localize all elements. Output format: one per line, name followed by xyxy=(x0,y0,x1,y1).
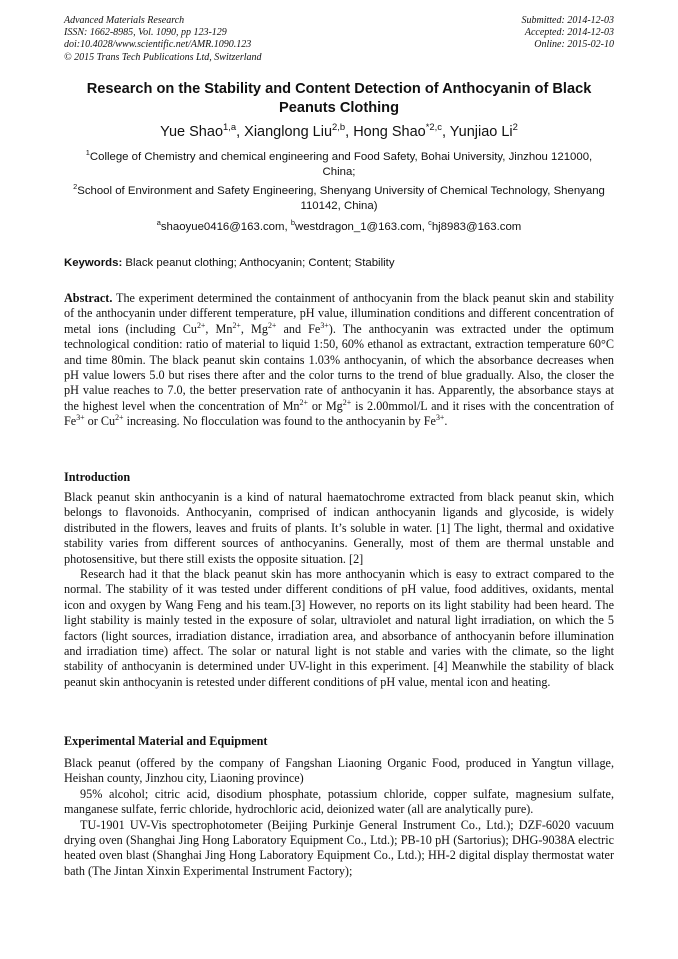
paper-title: Research on the Stability and Content Detection of Anthocyanin of Black Peanuts Clothing xyxy=(86,81,592,116)
email-address[interactable]: hj8983@163.com xyxy=(431,221,522,233)
email-mark: a xyxy=(156,218,161,228)
online-date: Online: 2015-02-10 xyxy=(534,39,614,51)
introduction-body xyxy=(64,490,614,690)
issn-line: ISSN: 1662-8985, Vol. 1090, pp 123-129 xyxy=(64,27,227,39)
author-name: Xianglong Liu xyxy=(244,124,333,140)
paragraph: TU-1901 UV-Vis spectrophotometer (Beijing Purkinje General Instrument Co., Ltd.); DZF-6020 vacuum drying oven (Shanghai Jing Hong Laboratory Equipment Co., Ltd.); PB-10 pH (Sartorius); DHG-9038A electric heated oven blast (Shanghai Jing Hong Laboratory Equipment Co., Ltd.); HH-2 digital display thermostat water bath (The Jintan Xinxin Experimental Instrument Factory); xyxy=(64,817,614,878)
abstract-text: , Mn xyxy=(205,321,233,336)
author-name: Yue Shao xyxy=(160,124,224,140)
paragraph: Research had it that the black peanut skin has more anthocyanin which is easy to extract compared to the normal. The stability of it was tested under different conditions of pH value, food additives, oxidants, mental icon and oxygen by Wang Feng and his team.[3] However, no reports on its light stability had been heard. The light stability is mainly tested in the exposure of solar, ultraviolet and natural light irradiation, on which the 5 factors (light sources, irradiation distance, irradiation area, and absorbance of anthocyanin before illumination and irradiation time) affect. The solar or natural light is not stable and varies with the climate, so the light stability of anthocyanin is determined under UV-light in this experiment. [4] Meanwhile the stability of black peanut skin anthocyanin is retested under different conditions of pH value, mental icon and heating. xyxy=(64,567,614,689)
abstract-text: ). The anthocyanin was extracted under the optimum technological condition: ratio of material to liquid 1:50, 60% ethanol as extractant, extraction temperature 60°C and time 80min. The black peanut skin contains 1.03% anthocyanin, of which the absorbance decreases when pH value lowers 5.0 but rises there after and the color turns to the trend of blue gradually. Also, the closer the pH value reaches to 7.0, the better preservation rate of anthocyanin it has. Apparently, the absorbance stays at the highest level when the concentration of Mn xyxy=(64,321,614,413)
ion-charge: 2+ xyxy=(232,320,241,330)
abstract-text: . xyxy=(444,414,448,429)
author-name: Hong Shao xyxy=(353,124,426,140)
author-affil-mark: 2 xyxy=(512,121,518,133)
author-list xyxy=(64,123,614,141)
author-name: Yunjiao Li xyxy=(449,124,513,140)
section-heading-experimental: Experimental Material and Equipment xyxy=(64,734,268,748)
affiliation-text: School of Environment and Safety Engineering, Shenyang University of Chemical Technology, Shenyang 110142, China) xyxy=(77,185,605,212)
email-address[interactable]: westdragon_1@163.com, xyxy=(294,221,429,233)
abstract-text: or Cu xyxy=(84,414,116,429)
ion-charge: 3+ xyxy=(435,413,445,423)
paragraph: 95% alcohol; citric acid, disodium phosphate, potassium chloride, copper sulfate, magnesium sulfate, manganese sulfate, ferric chloride, hydrochloric acid, deionized water (all are analytically pure). xyxy=(64,786,614,817)
copyright-line: © 2015 Trans Tech Publications Ltd, Switzerland xyxy=(64,51,262,63)
abstract-text: , Mg xyxy=(240,321,268,336)
ion-charge: 2+ xyxy=(299,397,308,407)
submitted-date: Submitted: 2014-12-03 xyxy=(521,15,614,26)
author-affil-mark: 2,b xyxy=(332,121,346,133)
abstract-text: The experiment determined the containment of anthocyanin from the black peanut skin and stability of the anthocyanin under different temperature, pH value, illumination conditions and different concentration of metal ions (including Cu xyxy=(64,291,614,336)
affiliation-mark: 1 xyxy=(85,148,90,158)
email-address[interactable]: shaoyue0416@163.com, xyxy=(160,221,291,233)
email-mark: b xyxy=(290,218,295,228)
affiliation-text: College of Chemistry and chemical engineering and Food Safety, Bohai University, Jinzhou 121000, China; xyxy=(89,151,593,178)
keywords xyxy=(64,256,614,271)
abstract-text: increasing. No flocculation was found to the anthocyanin by Fe xyxy=(123,414,436,429)
ion-charge: 3+ xyxy=(76,413,85,423)
section-heading-introduction: Introduction xyxy=(64,470,131,484)
abstract-label: Abstract. xyxy=(64,291,113,305)
abstract-text: or Mg xyxy=(307,398,343,413)
affiliation-2 xyxy=(70,184,608,214)
dates-header xyxy=(522,15,615,52)
keywords-label: Keywords: xyxy=(64,257,123,269)
email-list xyxy=(64,220,614,235)
author-separator: , xyxy=(236,124,245,140)
author-affil-mark: 1,a xyxy=(223,121,237,133)
doi-line[interactable]: doi:10.4028/www.scientific.net/AMR.1090.123 xyxy=(64,39,252,51)
author-separator: , xyxy=(441,124,450,140)
experimental-body xyxy=(64,756,614,879)
paragraph: Black peanut (offered by the company of Fangshan Liaoning Organic Food, produced in Yangtun village, Heishan county, Jinzhou city, Liaoning province) xyxy=(64,756,614,786)
email-mark: c xyxy=(428,218,432,228)
affiliation-mark: 2 xyxy=(73,182,78,192)
abstract xyxy=(64,291,614,430)
journal-header xyxy=(64,15,262,64)
keywords-text: Black peanut clothing; Anthocyanin; Content; Stability xyxy=(122,257,395,269)
ion-charge: 2+ xyxy=(267,320,277,330)
affiliation-1 xyxy=(70,150,608,180)
abstract-text: is 2.00mmol/L and it rises with the concentration of Fe xyxy=(64,398,614,429)
ion-charge: 2+ xyxy=(196,320,206,330)
ion-charge: 3+ xyxy=(320,320,329,330)
accepted-date: Accepted: 2014-12-03 xyxy=(524,27,614,39)
abstract-text: and Fe xyxy=(276,321,321,336)
ion-charge: 2+ xyxy=(115,413,124,423)
author-affil-mark: *2,c xyxy=(425,121,442,133)
journal-name: Advanced Materials Research xyxy=(64,15,185,26)
author-separator: , xyxy=(345,124,354,140)
ion-charge: 2+ xyxy=(342,397,352,407)
paragraph: Black peanut skin anthocyanin is a kind of natural haematochrome extracted from black peanut skin, which belongs to flavonoids. Anthocyanin, comprised of indican anthocyanin ligands and glycoside, is widely distributed in the flowers, leaves and fruits of plants. It’s soluble in water. [1] The light, thermal and oxidative stability varies from different sources of anthocyanins. Generally, most of them are thermal unstable and photosensitive, but there still exists the opposite situation. [2] xyxy=(64,490,614,566)
